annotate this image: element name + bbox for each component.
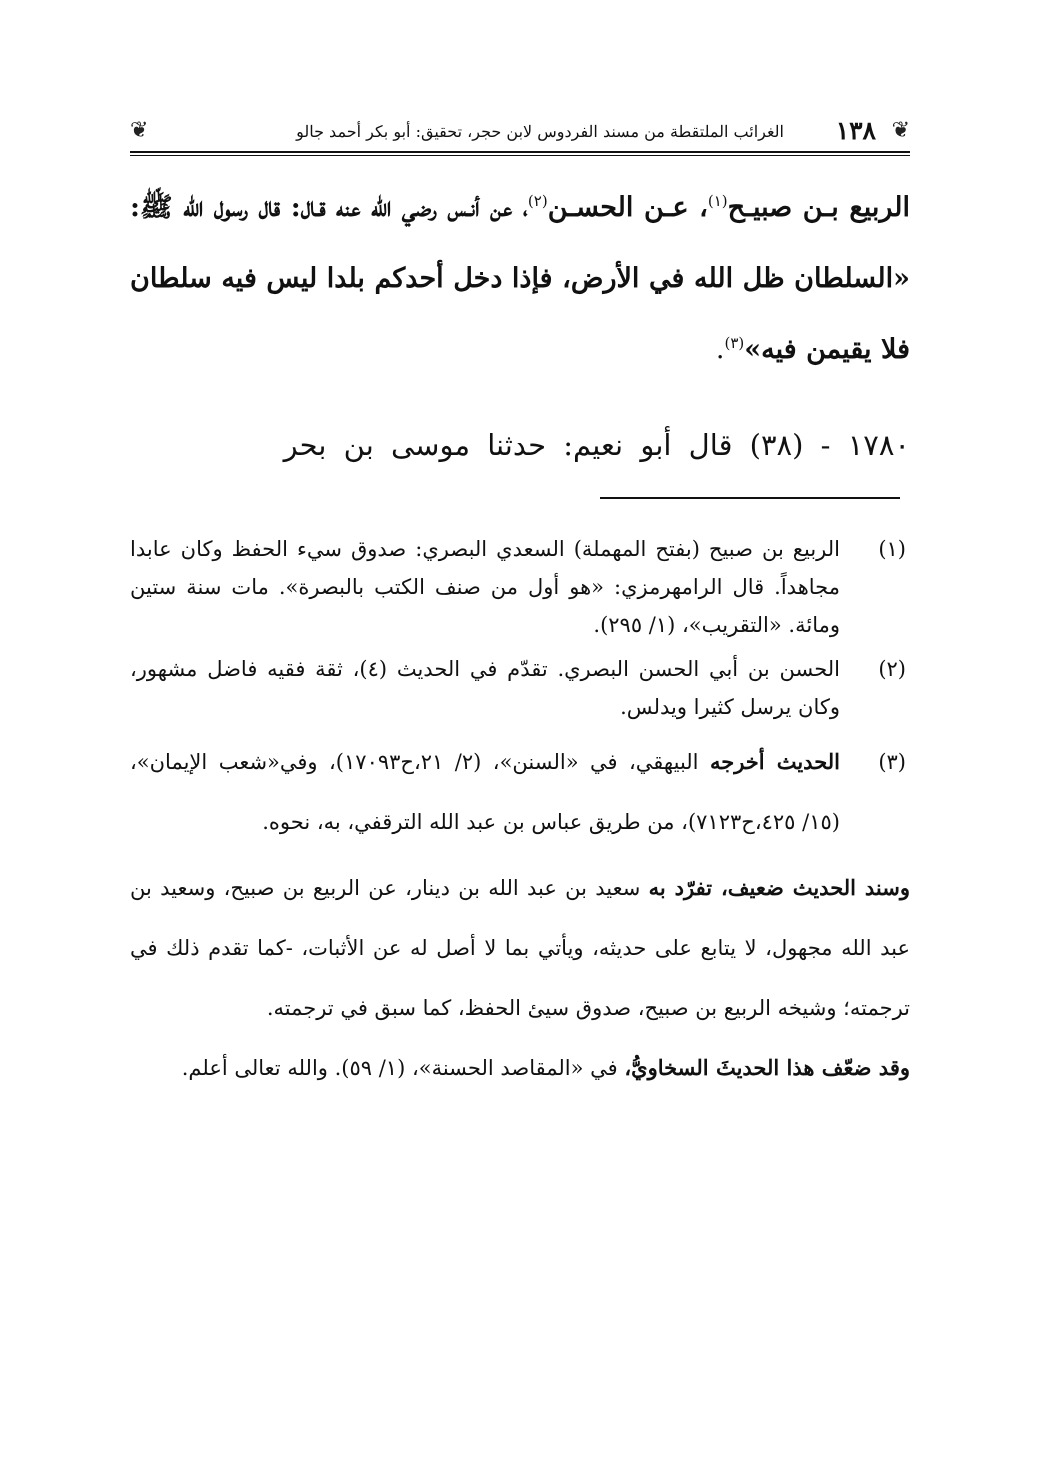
footnote-text: البيهقي، في «السنن»، (٢/ ٢١،ح١٧٠٩٣)، وفي«شعب الإيمان»، (١٥/ ٤٢٥،ح٧١٢٣)، من طريق عباس بن عبد الله الترقفي، به، نحوه. xyxy=(130,750,840,834)
page-header xyxy=(130,110,910,156)
footnote-number: (١) xyxy=(878,537,906,561)
page-number: ١٣٨ xyxy=(835,116,876,145)
header-rule xyxy=(130,151,910,153)
footnote-separator xyxy=(600,497,900,499)
commentary-bold-lead: وقد ضعّف هذا الحديثَ السخاويُّ، xyxy=(624,1055,910,1080)
commentary-bold-lead: وسند الحديث ضعيف، تفرّد به xyxy=(648,875,910,900)
footnote-ref-2[interactable]: (٢) xyxy=(527,192,548,210)
narrator-chain-2: ، عـن الحسـن xyxy=(547,192,708,223)
footnote-number: (٣) xyxy=(878,750,906,774)
narrator-chain-1: الربيع بـن صبيـح xyxy=(727,192,910,223)
ornament-left-icon: ❦ xyxy=(130,118,149,143)
footnote-text: الحسن بن أبي الحسن البصري. تقدّم في الحديث (٤)، ثقة فقيه فاضل مشهور، وكان يرسل كثيرا ويدلس. xyxy=(130,657,840,719)
narrator-chain-3: ، عن أنـس رضي الله عنه قـال: قال رسول الله ﷺ: xyxy=(130,192,528,223)
commentary-paragraph-1 xyxy=(130,858,910,1038)
ornament-right-icon: ❦ xyxy=(891,118,910,143)
footnote-1 xyxy=(130,530,910,644)
footnotes xyxy=(130,530,910,1098)
footnote-ref-1[interactable]: (١) xyxy=(707,192,728,210)
commentary-paragraph-2 xyxy=(130,1038,910,1098)
running-title: الغرائب الملتقطة من مسند الفردوس لابن حجر، تحقيق: أبو بكر أحمد جالو xyxy=(296,122,784,141)
sentence-end: . xyxy=(715,334,725,365)
commentary-text: في «المقاصد الحسنة»، (١/ ٥٩). والله تعالى أعلم. xyxy=(181,1056,625,1080)
main-text xyxy=(130,172,910,385)
hadith-heading: ١٧٨٠ - (٣٨) قال أبو نعيم: حدثنا موسى بن بحر xyxy=(283,428,910,462)
footnote-bold-lead: الحديث أخرجه xyxy=(709,749,840,774)
footnote-ref-3[interactable]: (٣) xyxy=(724,334,745,352)
footnote-number: (٢) xyxy=(878,657,906,681)
commentary-text: سعيد بن عبد الله بن دينار، عن الربيع بن صبيح، وسعيد بن عبد الله مجهول، لا يتابع على حديثه، ويأتي بما لا أصل له عن الأثبات، -كما تقدم ذلك في ترجمته؛ وشيخه الربيع بن صبيح، صدوق سيئ الحفظ، كما سبق في ترجمته. xyxy=(130,876,910,1020)
footnote-3 xyxy=(130,732,910,852)
main-paragraph xyxy=(130,172,910,385)
header-rule-thin xyxy=(130,155,910,156)
footnote-2 xyxy=(130,650,910,726)
hadith-text: «السلطان ظل الله في الأرض، فإذا دخل أحدكم بلدا ليس فيه سلطان فلا يقيمن فيه» xyxy=(130,263,910,365)
footnote-text: الربيع بن صبيح (بفتح المهملة) السعدي البصري: صدوق سيء الحفظ وكان عابدا مجاهداً. قال الرامهرمزي: «هو أول من صنف الكتب بالبصرة». مات سنة ستين ومائة. «التقريب»، (١/ ٢٩٥). xyxy=(130,537,840,637)
